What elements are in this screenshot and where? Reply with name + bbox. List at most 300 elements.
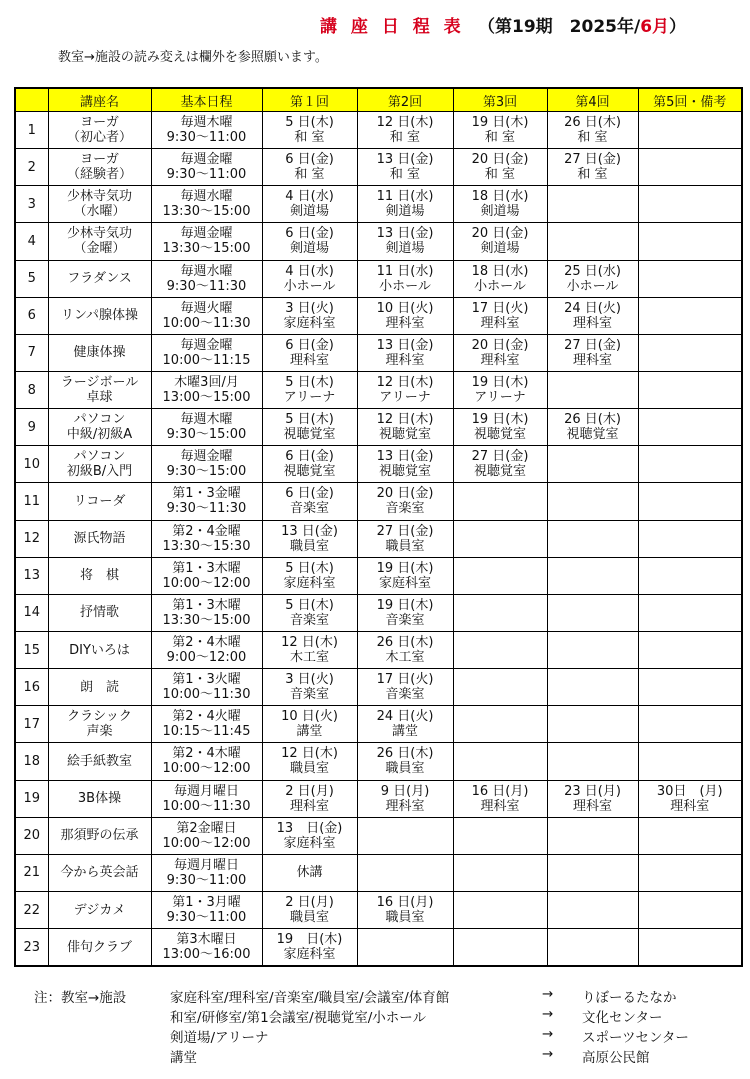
session-4: [547, 817, 638, 854]
course-name: [48, 334, 151, 371]
cell-line: 5 日(木): [285, 115, 334, 131]
session-2: [357, 223, 453, 260]
cell-line: 5 日(木): [285, 375, 334, 391]
session-1: [262, 594, 357, 631]
session-4: [547, 297, 638, 334]
row-number: 5: [15, 260, 48, 297]
base-schedule: [151, 483, 262, 520]
session-3: [453, 557, 547, 594]
course-name: [48, 780, 151, 817]
table-row: [15, 817, 742, 854]
base-schedule: [151, 780, 262, 817]
course-name: [48, 557, 151, 594]
cell-line: 家庭科室: [378, 575, 431, 591]
session-3: [453, 297, 547, 334]
course-name: [48, 483, 151, 520]
cell-line: 剣道場: [480, 241, 520, 257]
row-number: 22: [15, 891, 48, 928]
cell-line: 剣道場: [385, 241, 425, 257]
cell-line: 理科室: [385, 798, 425, 814]
session-1: [262, 817, 357, 854]
table-row: [15, 743, 742, 780]
cell-line: 理科室: [572, 352, 612, 368]
table-row: [15, 557, 742, 594]
course-name: [48, 854, 151, 891]
session-5-notes: [638, 186, 742, 223]
cell-line: 第3木曜日: [176, 932, 237, 948]
cell-line: 13 日(金): [376, 152, 434, 168]
session-3: [453, 483, 547, 520]
session-3: [453, 149, 547, 186]
session-5-notes: [638, 594, 742, 631]
session-4: [547, 631, 638, 668]
cell-line: 第1・3月曜: [172, 895, 241, 911]
cell-line: 5 日(木): [285, 560, 334, 576]
session-2: [357, 483, 453, 520]
session-4: [547, 409, 638, 446]
cell-line: 朗 読: [79, 679, 119, 695]
cell-line: 理科室: [572, 798, 612, 814]
row-number: 16: [15, 669, 48, 706]
session-3: [453, 112, 547, 149]
row-number: 9: [15, 409, 48, 446]
session-2: [357, 631, 453, 668]
cell-line: 音楽室: [289, 612, 329, 628]
session-3: [453, 223, 547, 260]
cell-line: 休講: [296, 865, 323, 881]
cell-line: （初心者）: [66, 130, 132, 146]
cell-line: 毎週月曜日: [173, 783, 239, 799]
cell-line: 30日 (月): [656, 783, 723, 799]
course-name: [48, 706, 151, 743]
cell-line: 音楽室: [289, 501, 329, 517]
cell-line: 第2・4火曜: [172, 709, 241, 725]
cell-line: 理科室: [670, 798, 710, 814]
session-1: [262, 223, 357, 260]
table-row: [15, 260, 742, 297]
session-4: [547, 706, 638, 743]
course-name: [48, 112, 151, 149]
note-rooms: 剣道場/アリーナ: [170, 1030, 269, 1046]
cell-line: 和 室: [484, 130, 516, 146]
session-4: [547, 891, 638, 928]
cell-line: 6 日(金): [285, 486, 334, 502]
session-5-notes: [638, 371, 742, 408]
cell-line: 抒情歌: [79, 605, 119, 621]
base-schedule: [151, 409, 262, 446]
table-row: [15, 594, 742, 631]
cell-line: 25 日(水): [564, 263, 621, 279]
session-5-notes: [638, 557, 742, 594]
cell-line: 家庭科室: [283, 315, 336, 331]
cell-line: フラダンス: [67, 271, 132, 287]
session-1: [262, 743, 357, 780]
table-row: [15, 334, 742, 371]
table-row: [15, 706, 742, 743]
session-2: [357, 817, 453, 854]
course-name: [48, 371, 151, 408]
session-3: [453, 186, 547, 223]
cell-line: クラシック: [67, 709, 132, 725]
cell-line: 毎週金曜: [180, 226, 233, 242]
session-4: [547, 669, 638, 706]
session-3: [453, 260, 547, 297]
session-5-notes: [638, 112, 742, 149]
cell-line: 10:15～11:45: [162, 724, 251, 740]
cell-line: 17 日(火): [376, 672, 434, 688]
row-number: 21: [15, 854, 48, 891]
row-number: 4: [15, 223, 48, 260]
arrow-icon: →: [542, 1026, 554, 1042]
term-suffix: ）: [669, 17, 687, 37]
session-5-notes: [638, 706, 742, 743]
cell-line: 第1・3木曜: [172, 597, 241, 613]
cell-line: 11 日(水): [376, 189, 434, 205]
session-1: [262, 631, 357, 668]
session-1: [262, 112, 357, 149]
session-3: [453, 409, 547, 446]
title-row: [0, 12, 750, 36]
cell-line: 20 日(金): [376, 486, 434, 502]
session-1: [262, 706, 357, 743]
session-2: [357, 557, 453, 594]
cell-line: 18 日(水): [471, 189, 529, 205]
cell-line: 毎週木曜: [180, 115, 233, 131]
page-title: 講 座 日 程 表: [320, 17, 465, 37]
base-schedule: [151, 149, 262, 186]
cell-line: 13:30～15:00: [162, 204, 251, 220]
cell-line: 和 室: [389, 167, 421, 183]
cell-line: 19 日(木): [376, 597, 434, 613]
session-3: [453, 743, 547, 780]
session-5-notes: [638, 891, 742, 928]
cell-line: 剣道場: [289, 204, 329, 220]
cell-line: 24 日(火): [564, 300, 621, 316]
session-5-notes: [638, 446, 742, 483]
note-rooms: 講堂: [170, 1050, 197, 1066]
session-5-notes: [638, 780, 742, 817]
course-name: [48, 297, 151, 334]
cell-line: 10 日(火): [281, 709, 338, 725]
session-2: [357, 780, 453, 817]
cell-line: 卓球: [86, 390, 113, 406]
table-row: [15, 520, 742, 557]
cell-line: 小ホール: [379, 278, 431, 294]
column-header: 講座名: [48, 88, 151, 112]
cell-line: DIYいろは: [69, 642, 130, 658]
cell-line: 家庭科室: [283, 835, 336, 851]
cell-line: 毎週金曜: [180, 152, 233, 168]
session-3: [453, 817, 547, 854]
session-4: [547, 594, 638, 631]
cell-line: 3 日(火): [285, 300, 334, 316]
session-1: [262, 297, 357, 334]
cell-line: 第2・4木曜: [172, 746, 241, 762]
cell-line: 小ホール: [474, 278, 526, 294]
cell-line: 将 棋: [79, 568, 119, 584]
cell-line: 今から英会話: [60, 865, 139, 881]
cell-line: 毎週木曜: [180, 412, 233, 428]
table-row: [15, 483, 742, 520]
cell-line: 6 日(金): [285, 449, 334, 465]
session-4: [547, 557, 638, 594]
cell-line: 第2金曜日: [176, 820, 237, 836]
cell-line: 20 日(金): [471, 152, 529, 168]
base-schedule: [151, 112, 262, 149]
cell-line: 初級B/入門: [66, 464, 133, 480]
notes-label: 注：教室→施設: [34, 990, 127, 1006]
table-row: [15, 780, 742, 817]
session-1: [262, 929, 357, 966]
cell-line: 少林寺気功: [66, 189, 132, 205]
cell-line: 職員室: [289, 761, 329, 777]
session-4: [547, 446, 638, 483]
session-4: [547, 929, 638, 966]
cell-line: 13 日(金): [276, 820, 343, 836]
cell-line: 中級/初級A: [66, 427, 133, 443]
table-row: [15, 854, 742, 891]
table-row: [15, 371, 742, 408]
cell-line: 18 日(水): [471, 263, 529, 279]
cell-line: 視聴覚室: [283, 427, 336, 443]
base-schedule: [151, 297, 262, 334]
cell-line: 13:00～16:00: [162, 947, 251, 963]
session-2: [357, 409, 453, 446]
cell-line: 音楽室: [385, 612, 425, 628]
cell-line: 源氏物語: [73, 531, 126, 547]
session-2: [357, 446, 453, 483]
session-5-notes: [638, 631, 742, 668]
table-header-row: [15, 88, 742, 112]
row-number: 10: [15, 446, 48, 483]
schedule-table: [14, 87, 743, 967]
note-facility: 文化センター: [582, 1010, 663, 1026]
term-label: [478, 12, 686, 37]
cell-line: 9:00～12:00: [166, 650, 247, 666]
cell-line: 9:30～11:00: [166, 910, 247, 926]
note-facility: スポーツセンター: [582, 1030, 689, 1046]
session-5-notes: [638, 334, 742, 371]
cell-line: 視聴覚室: [566, 427, 619, 443]
row-number: 1: [15, 112, 48, 149]
base-schedule: [151, 891, 262, 928]
note-rooms: 和室/研修室/第1会議室/視聴覚室/小ホール: [170, 1010, 427, 1026]
arrow-icon: →: [542, 1046, 554, 1062]
row-number: 19: [15, 780, 48, 817]
base-schedule: [151, 669, 262, 706]
cell-line: リンパ腺体操: [60, 308, 139, 324]
cell-line: 理科室: [289, 352, 329, 368]
cell-line: 13:30～15:30: [162, 538, 251, 554]
cell-line: 3B体操: [77, 791, 122, 807]
session-3: [453, 334, 547, 371]
cell-line: 木工室: [385, 650, 425, 666]
session-2: [357, 334, 453, 371]
course-name: [48, 186, 151, 223]
row-number: 6: [15, 297, 48, 334]
cell-line: 5 日(木): [285, 412, 334, 428]
session-2: [357, 297, 453, 334]
cell-line: 講堂: [296, 724, 323, 740]
cell-line: 視聴覚室: [473, 427, 526, 443]
cell-line: 27 日(金): [564, 337, 621, 353]
cell-line: 19 日(木): [471, 375, 529, 391]
course-name: [48, 446, 151, 483]
cell-line: 第1・3金曜: [172, 486, 241, 502]
session-4: [547, 260, 638, 297]
base-schedule: [151, 260, 262, 297]
table-row: [15, 112, 742, 149]
column-header: [15, 88, 48, 112]
session-1: [262, 483, 357, 520]
session-2: [357, 520, 453, 557]
table-body: [15, 112, 742, 967]
cell-line: 10:00～11:15: [162, 352, 251, 368]
column-header: 第１回: [262, 88, 357, 112]
row-number: 2: [15, 149, 48, 186]
session-4: [547, 149, 638, 186]
cell-line: 2 日(月): [285, 895, 334, 911]
session-1: [262, 409, 357, 446]
session-4: [547, 371, 638, 408]
cell-line: 13:30～15:00: [162, 612, 251, 628]
session-3: [453, 891, 547, 928]
cell-line: 4 日(水): [285, 189, 334, 205]
session-5-notes: [638, 929, 742, 966]
cell-line: アリーナ: [379, 390, 431, 406]
cell-line: 視聴覚室: [473, 464, 526, 480]
session-3: [453, 780, 547, 817]
cell-line: 家庭科室: [283, 947, 336, 963]
cell-line: 2 日(月): [285, 783, 334, 799]
cell-line: 第1・3木曜: [172, 560, 241, 576]
session-5-notes: [638, 817, 742, 854]
session-3: [453, 594, 547, 631]
cell-line: 17 日(火): [471, 300, 529, 316]
session-1: [262, 186, 357, 223]
cell-line: 毎週火曜: [180, 300, 233, 316]
cell-line: 小ホール: [566, 278, 619, 294]
session-2: [357, 594, 453, 631]
cell-line: 3 日(火): [285, 672, 334, 688]
cell-line: 11 日(水): [376, 263, 434, 279]
cell-line: 20 日(金): [471, 226, 529, 242]
session-2: [357, 706, 453, 743]
cell-line: 9 日(月): [380, 783, 430, 799]
session-2: [357, 112, 453, 149]
session-5-notes: [638, 854, 742, 891]
cell-line: 13 日(金): [376, 337, 434, 353]
cell-line: 9:30～15:00: [166, 464, 247, 480]
course-name: [48, 260, 151, 297]
course-name: [48, 743, 151, 780]
session-4: [547, 520, 638, 557]
cell-line: 26 日(木): [564, 115, 621, 131]
cell-line: 俳句クラブ: [66, 939, 132, 955]
column-header: 基本日程: [151, 88, 262, 112]
cell-line: 家庭科室: [283, 575, 336, 591]
cell-line: 27 日(金): [564, 152, 621, 168]
session-5-notes: [638, 483, 742, 520]
session-3: [453, 520, 547, 557]
row-number: 14: [15, 594, 48, 631]
cell-line: 26 日(木): [376, 635, 434, 651]
session-3: [453, 706, 547, 743]
session-1: [262, 669, 357, 706]
course-name: [48, 409, 151, 446]
cell-line: 12 日(木): [376, 412, 434, 428]
session-2: [357, 371, 453, 408]
cell-line: 音楽室: [289, 687, 329, 703]
cell-line: アリーナ: [474, 390, 526, 406]
cell-line: 声楽: [86, 724, 113, 740]
cell-line: 6 日(金): [285, 226, 334, 242]
cell-line: 6 日(金): [285, 337, 334, 353]
cell-line: ヨーガ: [80, 152, 119, 168]
cell-line: 和 室: [577, 167, 608, 183]
row-number: 17: [15, 706, 48, 743]
session-2: [357, 891, 453, 928]
cell-line: 理科室: [385, 352, 425, 368]
cell-line: 和 室: [389, 130, 421, 146]
session-1: [262, 446, 357, 483]
session-2: [357, 929, 453, 966]
cell-line: リコーダ: [73, 493, 126, 509]
cell-line: 職員室: [385, 538, 425, 554]
cell-line: 10 日(火): [376, 300, 434, 316]
cell-line: 理科室: [480, 352, 520, 368]
cell-line: 少林寺気功: [66, 226, 132, 242]
cell-line: （水曜）: [73, 204, 126, 220]
session-1: [262, 371, 357, 408]
table-row: [15, 223, 742, 260]
cell-line: 6 日(金): [285, 152, 334, 168]
cell-line: 13:00～15:00: [162, 390, 251, 406]
session-1: [262, 557, 357, 594]
cell-line: 絵手紙教室: [66, 753, 132, 769]
cell-line: 視聴覚室: [378, 427, 431, 443]
session-4: [547, 112, 638, 149]
base-schedule: [151, 929, 262, 966]
cell-line: 26 日(木): [564, 412, 621, 428]
course-name: [48, 631, 151, 668]
session-2: [357, 854, 453, 891]
cell-line: 10:00～12:00: [162, 761, 251, 777]
cell-line: 10:00～12:00: [162, 575, 251, 591]
session-4: [547, 186, 638, 223]
cell-line: 和 室: [294, 130, 325, 146]
session-5-notes: [638, 260, 742, 297]
cell-line: 剣道場: [289, 241, 329, 257]
session-5-notes: [638, 743, 742, 780]
session-4: [547, 780, 638, 817]
cell-line: 和 室: [294, 167, 325, 183]
session-5-notes: [638, 409, 742, 446]
intro-text: 教室→施設の読み変えは欄外を参照願います。: [58, 50, 328, 65]
cell-line: 23 日(月): [564, 783, 621, 799]
course-name: [48, 929, 151, 966]
base-schedule: [151, 334, 262, 371]
cell-line: 9:30～11:30: [166, 501, 247, 517]
cell-line: 健康体操: [73, 345, 126, 361]
session-3: [453, 631, 547, 668]
cell-line: 27 日(金): [376, 523, 434, 539]
cell-line: 音楽室: [385, 687, 425, 703]
cell-line: 職員室: [385, 910, 425, 926]
cell-line: 27 日(金): [471, 449, 529, 465]
cell-line: 16 日(月): [471, 783, 529, 799]
cell-line: 9:30～11:30: [166, 278, 247, 294]
